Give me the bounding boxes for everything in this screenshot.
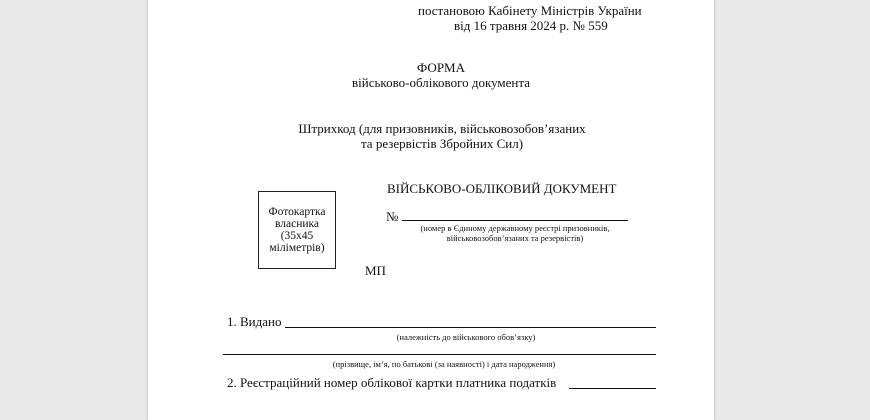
number-field-line — [402, 220, 628, 221]
document-page — [148, 0, 714, 420]
form-title: ФОРМА — [417, 60, 465, 75]
barcode-caption-line2: та резервістів Збройних Сил) — [360, 136, 524, 151]
barcode-caption-line1: Штрихкод (для призовників, військовозобов’язаних — [298, 121, 586, 136]
issued-label: 1. Видано — [227, 314, 282, 329]
issued-field-line — [285, 327, 656, 328]
name-field-line — [223, 354, 656, 355]
number-sign: № — [386, 209, 399, 224]
stamp-mark: МП — [365, 263, 386, 278]
number-hint-line1: (номер в Єдиному державному реєстрі призовників, — [420, 223, 610, 233]
photo-label-line1: Фотокартка — [268, 206, 326, 218]
photo-label-line4: міліметрів) — [269, 242, 325, 254]
tax-number-field-line — [569, 388, 656, 389]
document-title: ВІЙСЬКОВО-ОБЛІКОВИЙ ДОКУМЕНТ — [387, 181, 617, 196]
photo-label-line3: (35х45 — [280, 230, 314, 242]
header-date-line: від 16 травня 2024 р. № 559 — [454, 18, 608, 33]
issued-hint: (належність до військового обов’язку) — [396, 332, 536, 342]
photo-label-line2: власника — [274, 218, 320, 230]
photo-placeholder — [258, 191, 336, 269]
tax-number-label: 2. Реєстраційний номер облікової картки платника податків — [227, 375, 557, 390]
form-subtitle: військово-облікового документа — [352, 75, 530, 90]
name-hint: (прізвище, ім’я, по батькові (за наявності) і дата народження) — [332, 359, 556, 369]
header-resolution-line: постановою Кабінету Міністрів України — [418, 3, 642, 18]
number-hint-line2: військовозобов’язаних та резервістів) — [446, 233, 584, 243]
